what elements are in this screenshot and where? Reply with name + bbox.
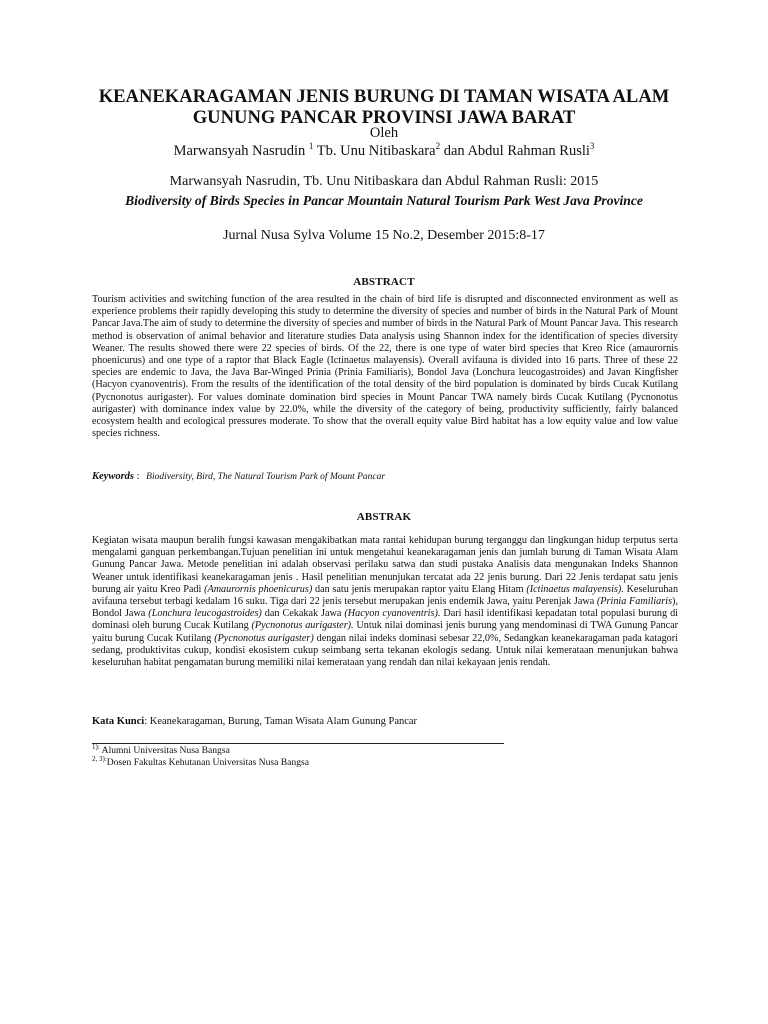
- author-3-affiliation: 3: [589, 141, 595, 152]
- species-name: (Pycnonotus aurigaster).: [251, 620, 354, 632]
- species-name: (Pycnonotus aurigaster): [214, 632, 314, 644]
- author-1: Marwansyah Nasrudin: [173, 143, 306, 159]
- author-3: dan Abdul Rahman Rusli: [443, 143, 590, 159]
- footnote-1: [92, 742, 230, 756]
- abstrak-heading: ABSTRAK: [356, 511, 412, 523]
- kata-kunci-value: : Keanekaragaman, Burung, Taman Wisata Alam Gunung Pancar: [144, 716, 418, 727]
- oleh-label: Oleh: [369, 125, 399, 141]
- species-name: (Ictinaetus malayensis).: [526, 583, 624, 595]
- abstrak-text-part: Untuk nilai dominasi jenis burung yang mendominasi di TWA Gunung Pancar yaitu burung Cucak Kutilang: [92, 620, 679, 644]
- abstrak-text-part: dan satu jenis merupakan raptor yaitu Elang Hitam: [315, 583, 524, 595]
- abstract-heading: ABSTRACT: [353, 276, 415, 288]
- footnote-2: [92, 754, 310, 768]
- species-name: (Lonchura leucogastroides): [148, 608, 262, 620]
- author-line: [80, 143, 688, 160]
- paper-title: KEANEKARAGAMAN JENIS BURUNG DI TAMAN WISATA ALAM GUNUNG PANCAR PROVINSI JAWA BARAT: [98, 86, 670, 128]
- abstrak-text-part: dengan nilai indeks dominasi sebesar 22,0%, Sedangkan keanekaragaman pada katagori sedang, produktivitas cukup, kondisi ekosistem cukup seimbang serta tekanan ekologis sedang. Untuk nilai kemerataan menunjukan bahwa keseluruhan habitat pengamatan burung memiliki nilai kemerataan yang rendah dan nilai kekayaan jenis rendah.: [92, 632, 679, 669]
- footnote-2-mark: 2, 3):: [92, 754, 107, 763]
- keywords-separator: :: [136, 471, 140, 482]
- abstrak-text: [92, 535, 678, 669]
- abstrak-text-part: Keseluruhan avifauna tersebut terbagi kedalam 16 suku. Tiga dari 22 jenis tersebut merupakan jenis endemik Jawa, yaitu Perenjak Jawa: [92, 583, 679, 608]
- abstrak-text-part: Dari hasil identifikasi kepadatan total populasi burung di dominasi oleh burung Cucak Kutilang: [92, 608, 679, 632]
- keywords-label: Keywords: [92, 471, 134, 482]
- citation-journal: Jurnal Nusa Sylva Volume 15 No.2, Desember 2015:8-17: [223, 228, 545, 243]
- citation-authors: Marwansyah Nasrudin, Tb. Unu Nitibaskara dan Abdul Rahman Rusli: 2015: [169, 174, 599, 189]
- keywords-line: [92, 471, 385, 482]
- species-name: (Amaurornis phoenicurus): [204, 583, 313, 595]
- abstrak-text-part: Kegiatan wisata maupun beralih fungsi kawasan mengakibatkan mata rantai kehidupan burung terganggu dan lingkungan hidup terputus serta mengalami ganguan perkembangan.Tujuan penelitian ini untuk mengetahui keanekaragaman jenis dan jumlah burung di Taman Wisata Alam Gunung Pancar Jawa. Metode penelitian ini adalah observasi perilaku satwa dan studi pustaka Analisis data mengunakan Indeks Shannon Weaner untuk identifikasi keanekaragaman jenis . Hasil penelitian menunjukan tercatat ada 22 jenis burung. Dari 22 Jenis terdapat satu jenis burung air yaitu Kreo Padi: [92, 535, 678, 595]
- keywords-value: Biodiversity, Bird, The Natural Tourism Park of Mount Pancar: [146, 472, 386, 482]
- kata-kunci-label: Kata Kunci: [92, 716, 145, 727]
- abstrak-text-part: dan Cekakak Jawa: [264, 608, 342, 620]
- author-1-affiliation: 1: [308, 141, 314, 152]
- citation-english-title: Biodiversity of Birds Species in Pancar Mountain Natural Tourism Park West Java Province: [125, 193, 643, 208]
- abstract-text: Tourism activities and switching function of the area resulted in the chain of bird life is disrupted and disconnected environment as well as experience problems their rapidly developing this study to determine the diversity of species and number of birds in the Natural Park of Mount Pancar Java.The aim of study to determine the diversity of species and number of birds in the Natural Park of Mount Pancar Java. This research method is observation of animal behavior and literature studies Data analysis using Shannon index for the identification of species diversity Weaner. The results showed there were 22 species of birds. Of the 22, there is one type of water bird species that Kreo Rice (amaurornis phoenicurus) and one type of a raptor that Black Eagle (Ictinaetus malayensis). Overall avifauna is divided into 16 parts. Three of these 22 species are endemic to Java, the Java Bar-Winged Prinia (Prinia Familiaris), Bondol Java (Lonchura leucogastroides) and Javan Kingfisher (Hacyon cyanoventris). From the results of the identification of the total density of the bird population is dominated by birds Cucak Kutilang (Pycnonotus aurigaster). For values dominate domination bird species in Mount Pancar TWA namely birds Cucak Kutilang (Pycnonotus aurigaster) with dominance index value by 22.0%, while the diversity of the category of being, productivity sufficiently, fairly balanced ecosystem health and ecological pressures moderate. To show that the overall equity value Bird habitat has a low equity value and low value species richness.: [92, 294, 678, 440]
- footnote-2-text: Dosen Fakultas Kehutanan Universitas Nusa Bangsa: [106, 757, 310, 768]
- abstrak-text-part: ),: [672, 596, 678, 608]
- author-2: Tb. Unu Nitibaskara: [316, 143, 436, 159]
- footnote-1-text: Alumni Universitas Nusa Bangsa: [101, 745, 230, 756]
- species-name: (Prinia Familiaris: [596, 596, 673, 608]
- kata-kunci-line: [92, 716, 417, 727]
- species-name: (Hacyon cyanoventris).: [344, 608, 441, 620]
- footnote-divider: [92, 743, 504, 744]
- abstrak-text-part: Bondol Jawa: [92, 608, 146, 620]
- author-2-affiliation: 2: [435, 141, 441, 152]
- footnote-1-mark: 1):: [92, 742, 100, 751]
